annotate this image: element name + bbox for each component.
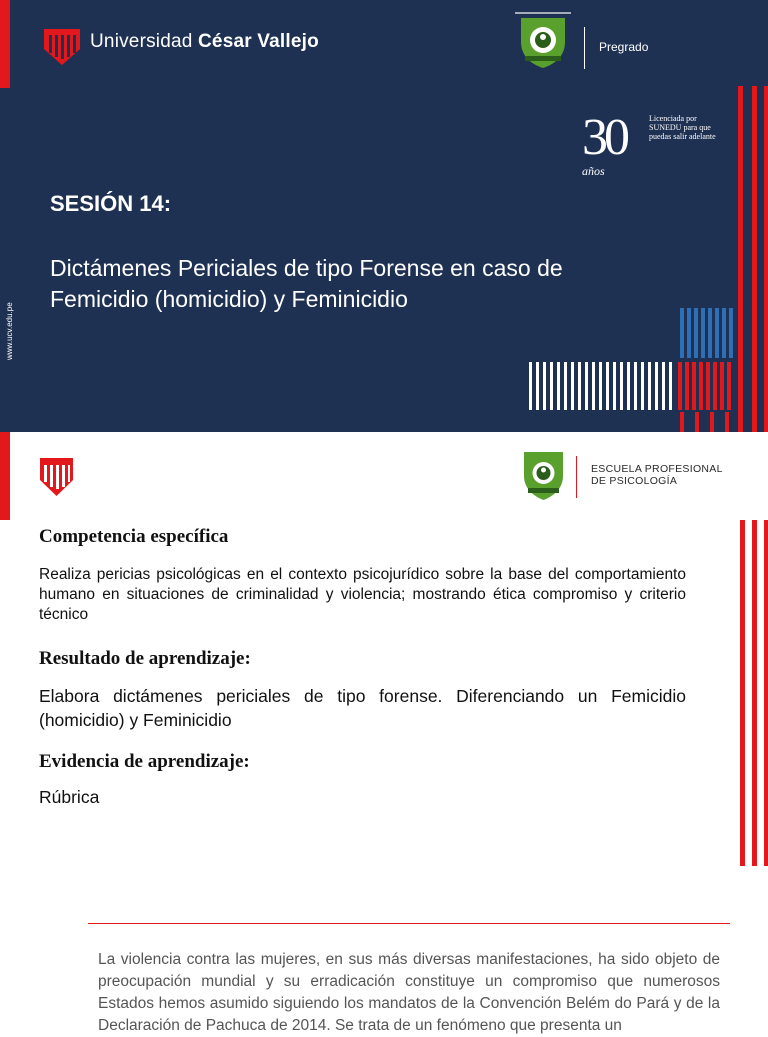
session-topic: Dictámenes Periciales de tipo Forense en caso de Femicidio (homicidio) y Feminicidio [50, 255, 563, 312]
header-divider [576, 456, 577, 498]
anniversary-tagline: Licenciada por SUNEDU para que puedas salir adelante [649, 114, 716, 141]
competencia-text: Realiza pericias psicológicas en el contexto psicojurídico sobre la base del comportamiento humano en situaciones de criminalidad y violencia; mostrando ética compromiso y criterio técnico [39, 566, 686, 623]
anniversary-unit: años [582, 164, 605, 178]
program-label: Pregrado [599, 40, 649, 54]
decorative-red-stripes [738, 520, 768, 866]
evidencia-text: Rúbrica [39, 787, 100, 807]
psychology-school-badge-icon [521, 450, 566, 502]
text-slide [0, 892, 768, 1034]
body-paragraph: La violencia contra las mujeres, en sus más diversas manifestaciones, ha sido objeto de preocupación mundial y su erradicación constituye un compromiso que numerosos Estados hemos asumido siguiendo los mandatos de la Convención Belém do Pará y de la Declaración de Pachuca de 2014. Se trata de un fenómeno que presenta un [98, 951, 720, 1034]
session-title: SESIÓN 14: [50, 191, 172, 216]
evidencia-heading: Evidencia de aprendizaje: [39, 751, 250, 772]
anniversary-number: 30 [582, 109, 626, 166]
website-url: www.ucv.edu.pe [5, 302, 14, 360]
resultado-heading: Resultado de aprendizaje: [39, 648, 251, 669]
red-rule [88, 923, 730, 924]
competency-slide [0, 432, 768, 892]
competencia-heading: Competencia específica [39, 526, 229, 547]
title-slide [0, 0, 768, 432]
decorative-stripes [0, 0, 768, 432]
red-edge-bar [0, 432, 10, 520]
university-name: Universidad César Vallejo [90, 31, 319, 52]
school-label: ESCUELA PROFESIONAL DE PSICOLOGÍA [591, 463, 723, 487]
resultado-text: Elabora dictámenes periciales de tipo forense. Diferenciando un Femicidio (homicidio) y Feminicidio [39, 686, 686, 730]
ucv-logo-icon [40, 458, 73, 496]
